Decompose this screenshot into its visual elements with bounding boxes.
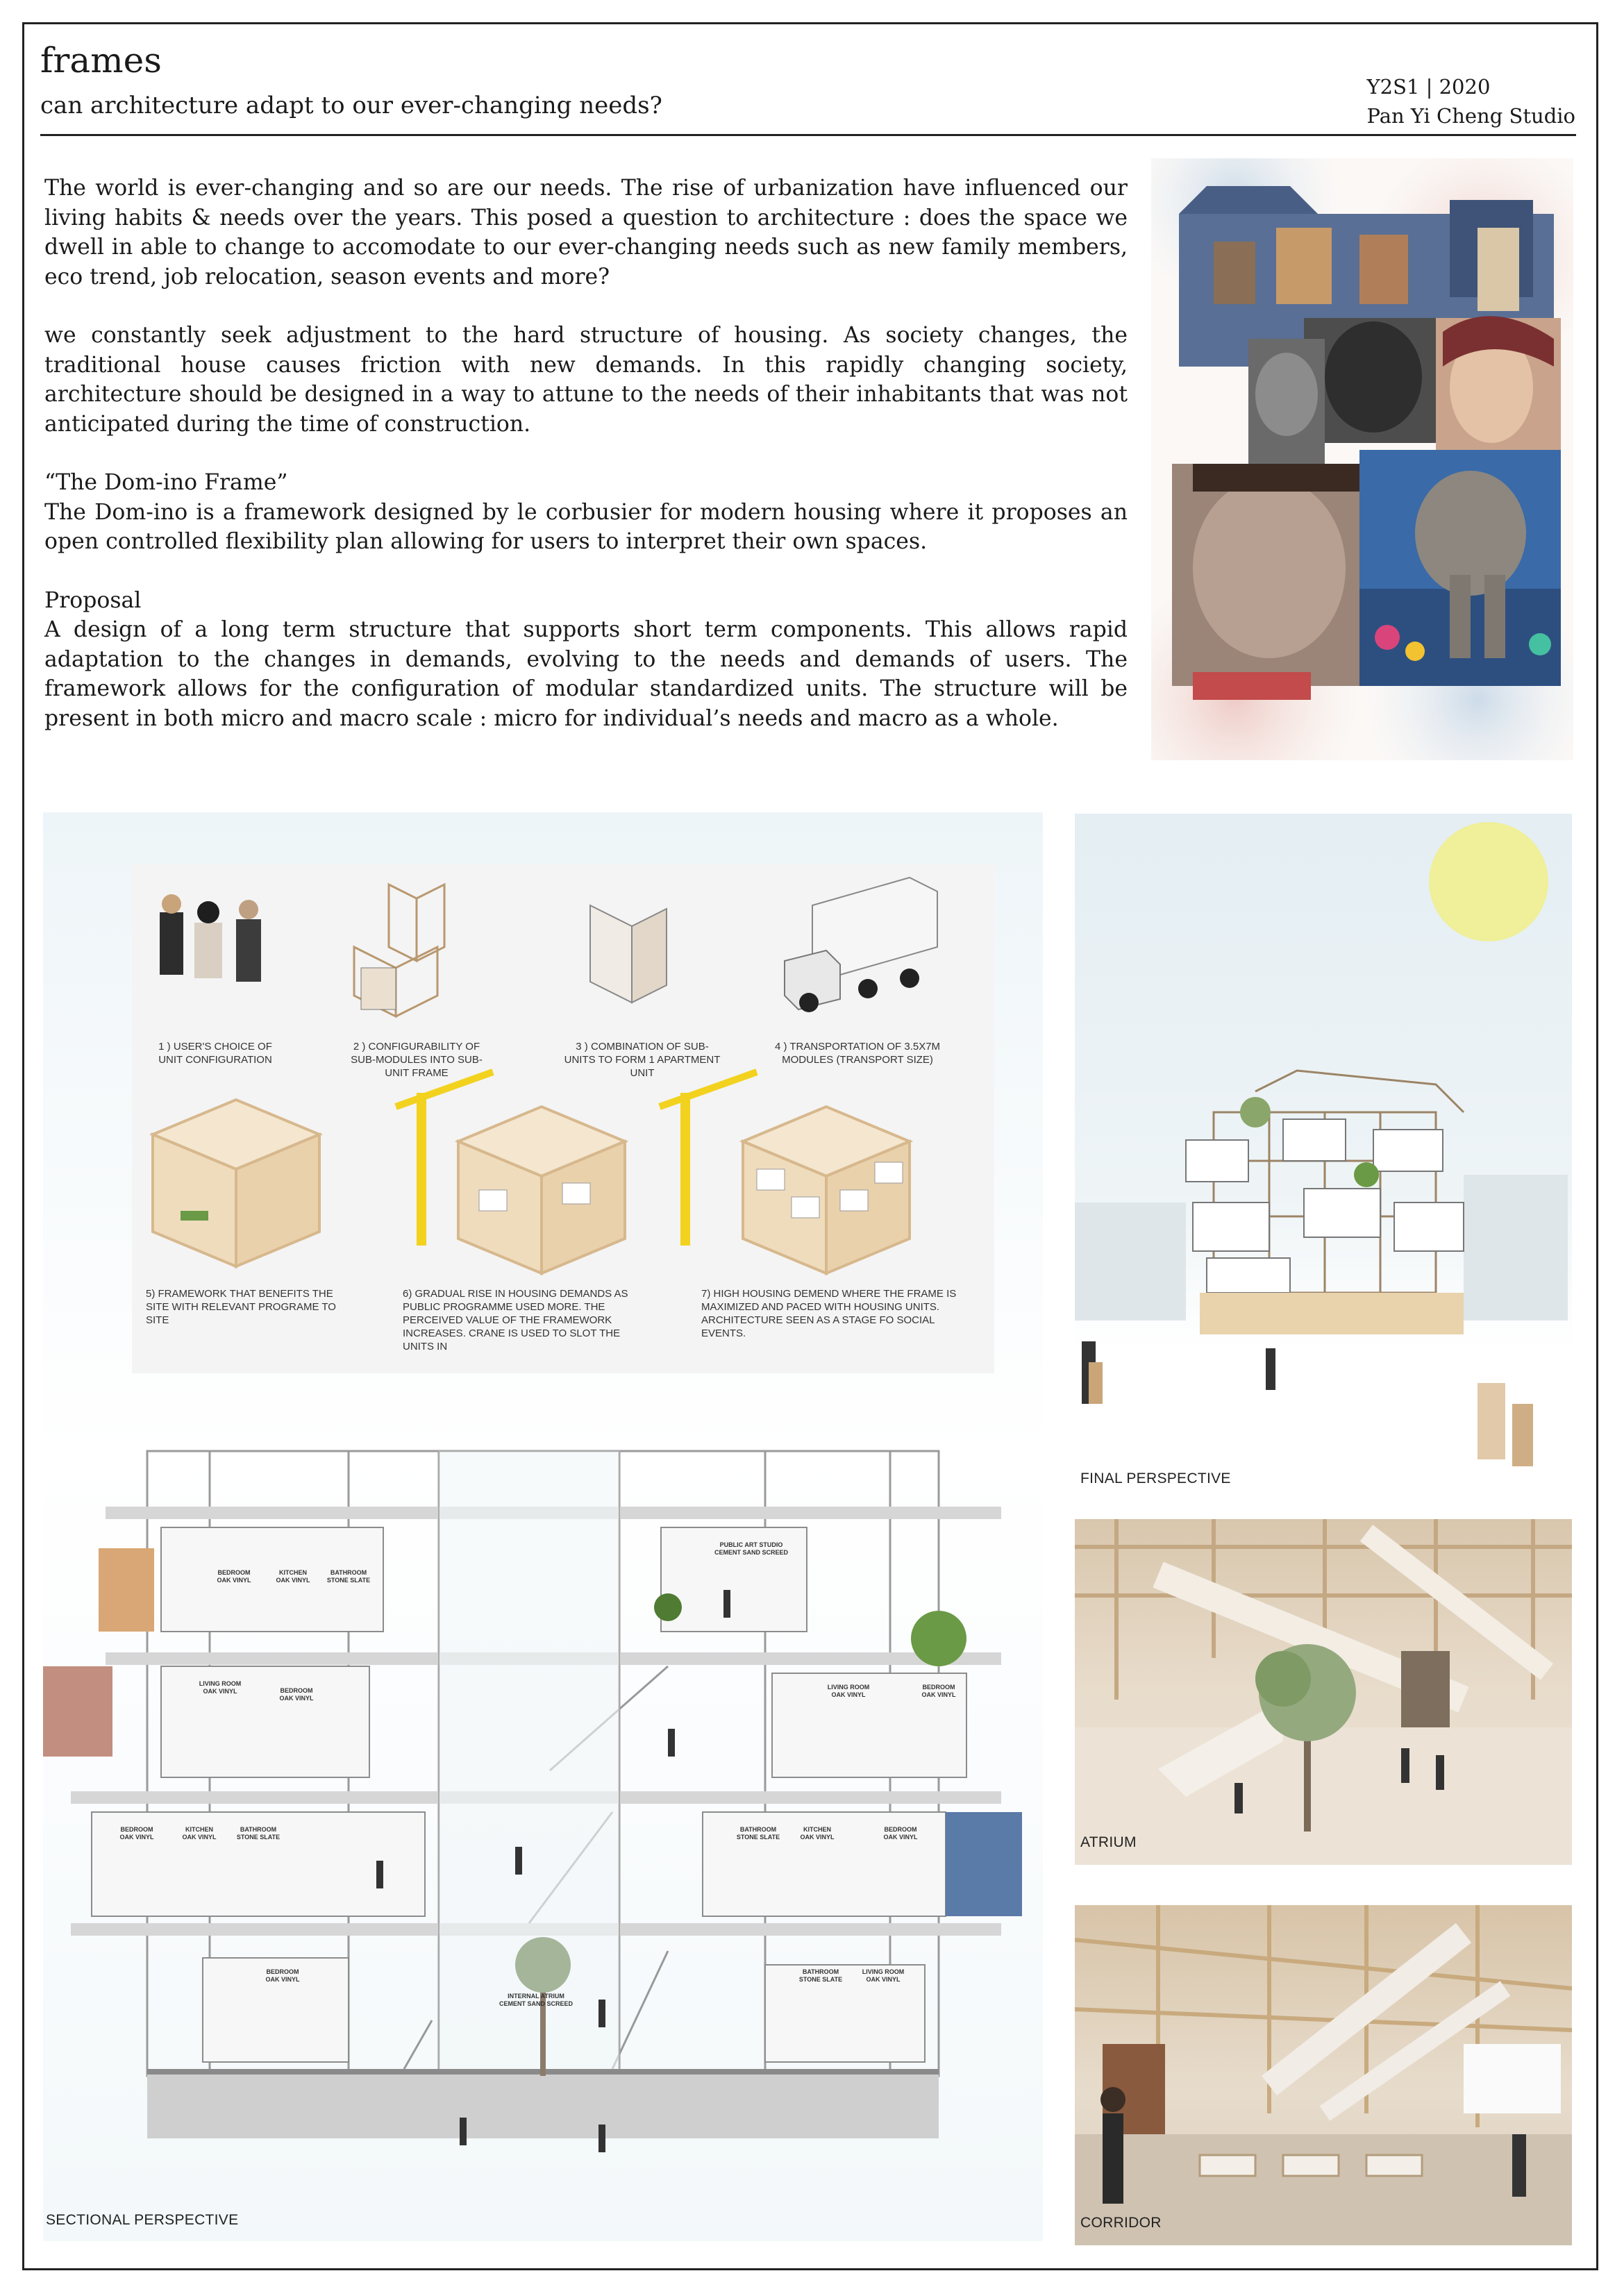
room-label: BEDROOM OAK VINYL [217, 1569, 251, 1584]
step-4-label: 4 ) TRANSPORTATION OF 3.5X7M MODULES (TRANSPORT SIZE) [774, 1041, 941, 1066]
step-5-label: 5) FRAMEWORK THAT BENEFITS THE SITE WITH RELEVANT PROGRAME TO SITE [146, 1288, 336, 1326]
room-label: KITCHEN OAK VINYL [800, 1826, 835, 1841]
room-label: BATHROOM STONE SLATE [236, 1826, 281, 1841]
step-3-label: 3 ) COMBINATION OF SUB-UNITS TO FORM 1 APARTMENT UNIT [564, 1041, 721, 1079]
atrium-image [1075, 1519, 1572, 1865]
term-label: Y2S1 | 2020 [1366, 75, 1491, 99]
room-label: LIVING ROOM OAK VINYL [827, 1684, 870, 1698]
page-subtitle: can architecture adapt to our ever-changing needs? [40, 92, 662, 119]
sectional-perspective-caption: SECTIONAL PERSPECTIVE [46, 2212, 239, 2228]
sectional-panel [43, 812, 1043, 2241]
header-rule [40, 134, 1576, 136]
project-meta [1366, 72, 1575, 131]
step-7-label: 7) HIGH HOUSING DEMEND WHERE THE FRAME IS MAXIMIZED AND PACED WITH HOUSING UNITS. ARCHITECTURE SEEN AS A STAGE FO SOCIAL EVENTS. [701, 1288, 957, 1339]
studio-label: Pan Yi Cheng Studio [1366, 104, 1575, 128]
step-6-label: 6) GRADUAL RISE IN HOUSING DEMANDS AS PUBLIC PROGRAMME USED MORE. THE PERCEIVED VALUE OF THE FRAMEWORK INCREASES. CRANE IS USED TO SLOT THE UNITS IN [403, 1288, 628, 1352]
room-label: BEDROOM OAK VINYL [279, 1687, 314, 1702]
room-label: KITCHEN OAK VINYL [182, 1826, 217, 1841]
corridor-image [1075, 1905, 1572, 2245]
process-diagram [132, 864, 994, 1373]
page-title: frames [40, 40, 162, 81]
step-2-label: 2 ) CONFIGURABILITY OF SUB-MODULES INTO SUB-UNIT FRAME [351, 1041, 483, 1079]
domino-heading: “The Dom-ino Frame” [44, 470, 288, 495]
atrium-caption: ATRIUM [1080, 1834, 1137, 1850]
room-label: PUBLIC ART STUDIO CEMENT SAND SCREED [714, 1541, 788, 1556]
room-label: BEDROOM OAK VINYL [921, 1684, 956, 1698]
final-perspective-caption: FINAL PERSPECTIVE [1080, 1470, 1231, 1486]
step-1-label: 1 ) USER'S CHOICE OF UNIT CONFIGURATION [158, 1041, 272, 1066]
corridor-caption: CORRIDOR [1080, 2215, 1162, 2231]
section-drawing [43, 1423, 1043, 2208]
room-label: LIVING ROOM OAK VINYL [862, 1968, 905, 1983]
room-label: BATHROOM STONE SLATE [736, 1826, 780, 1841]
room-label: BATHROOM STONE SLATE [798, 1968, 843, 1983]
domino-paragraph: The Dom-ino is a framework designed by le corbusier for modern housing where it proposes an open controlled flexibility plan allowing for users to interpret their own spaces. [44, 499, 1128, 554]
room-label: BEDROOM OAK VINYL [265, 1968, 300, 1983]
room-label: BEDROOM OAK VINYL [119, 1826, 154, 1841]
room-label: INTERNAL ATRIUM CEMENT SAND SCREED [499, 1993, 573, 2007]
proposal-heading: Proposal [44, 587, 142, 613]
mural-collage-image [1151, 158, 1573, 760]
intro-paragraph-2: we constantly seek adjustment to the hard structure of housing. As society changes, the traditional house causes friction with new demands. In this rapidly changing society, architecture should be designed in a way to attune to the needs of their inhabitants that was not anticipated during the time of construction. [44, 323, 1128, 437]
intro-text [44, 174, 1128, 762]
room-label: BEDROOM OAK VINYL [883, 1826, 918, 1841]
intro-paragraph-1: The world is ever-changing and so are our needs. The rise of urbanization have influenced our living habits & needs over the years. This posed a question to architecture : does the space we dwell in able to change to accomodate to our ever-changing needs such as new family members, eco trend, job relocation, season events and more? [44, 176, 1128, 290]
room-label: BATHROOM STONE SLATE [326, 1569, 371, 1584]
room-label: KITCHEN OAK VINYL [276, 1569, 310, 1584]
proposal-paragraph: A design of a long term structure that supports short term components. This allows rapid adaptation to the changes in demands, evolving to the needs and demands of users. The framework allows for the configuration of modular standardized units. The structure will be present in both micro and macro scale : micro for individual’s needs and macro as a whole. [44, 617, 1128, 731]
final-perspective-image [1075, 814, 1572, 1501]
room-label: LIVING ROOM OAK VINYL [199, 1680, 242, 1695]
